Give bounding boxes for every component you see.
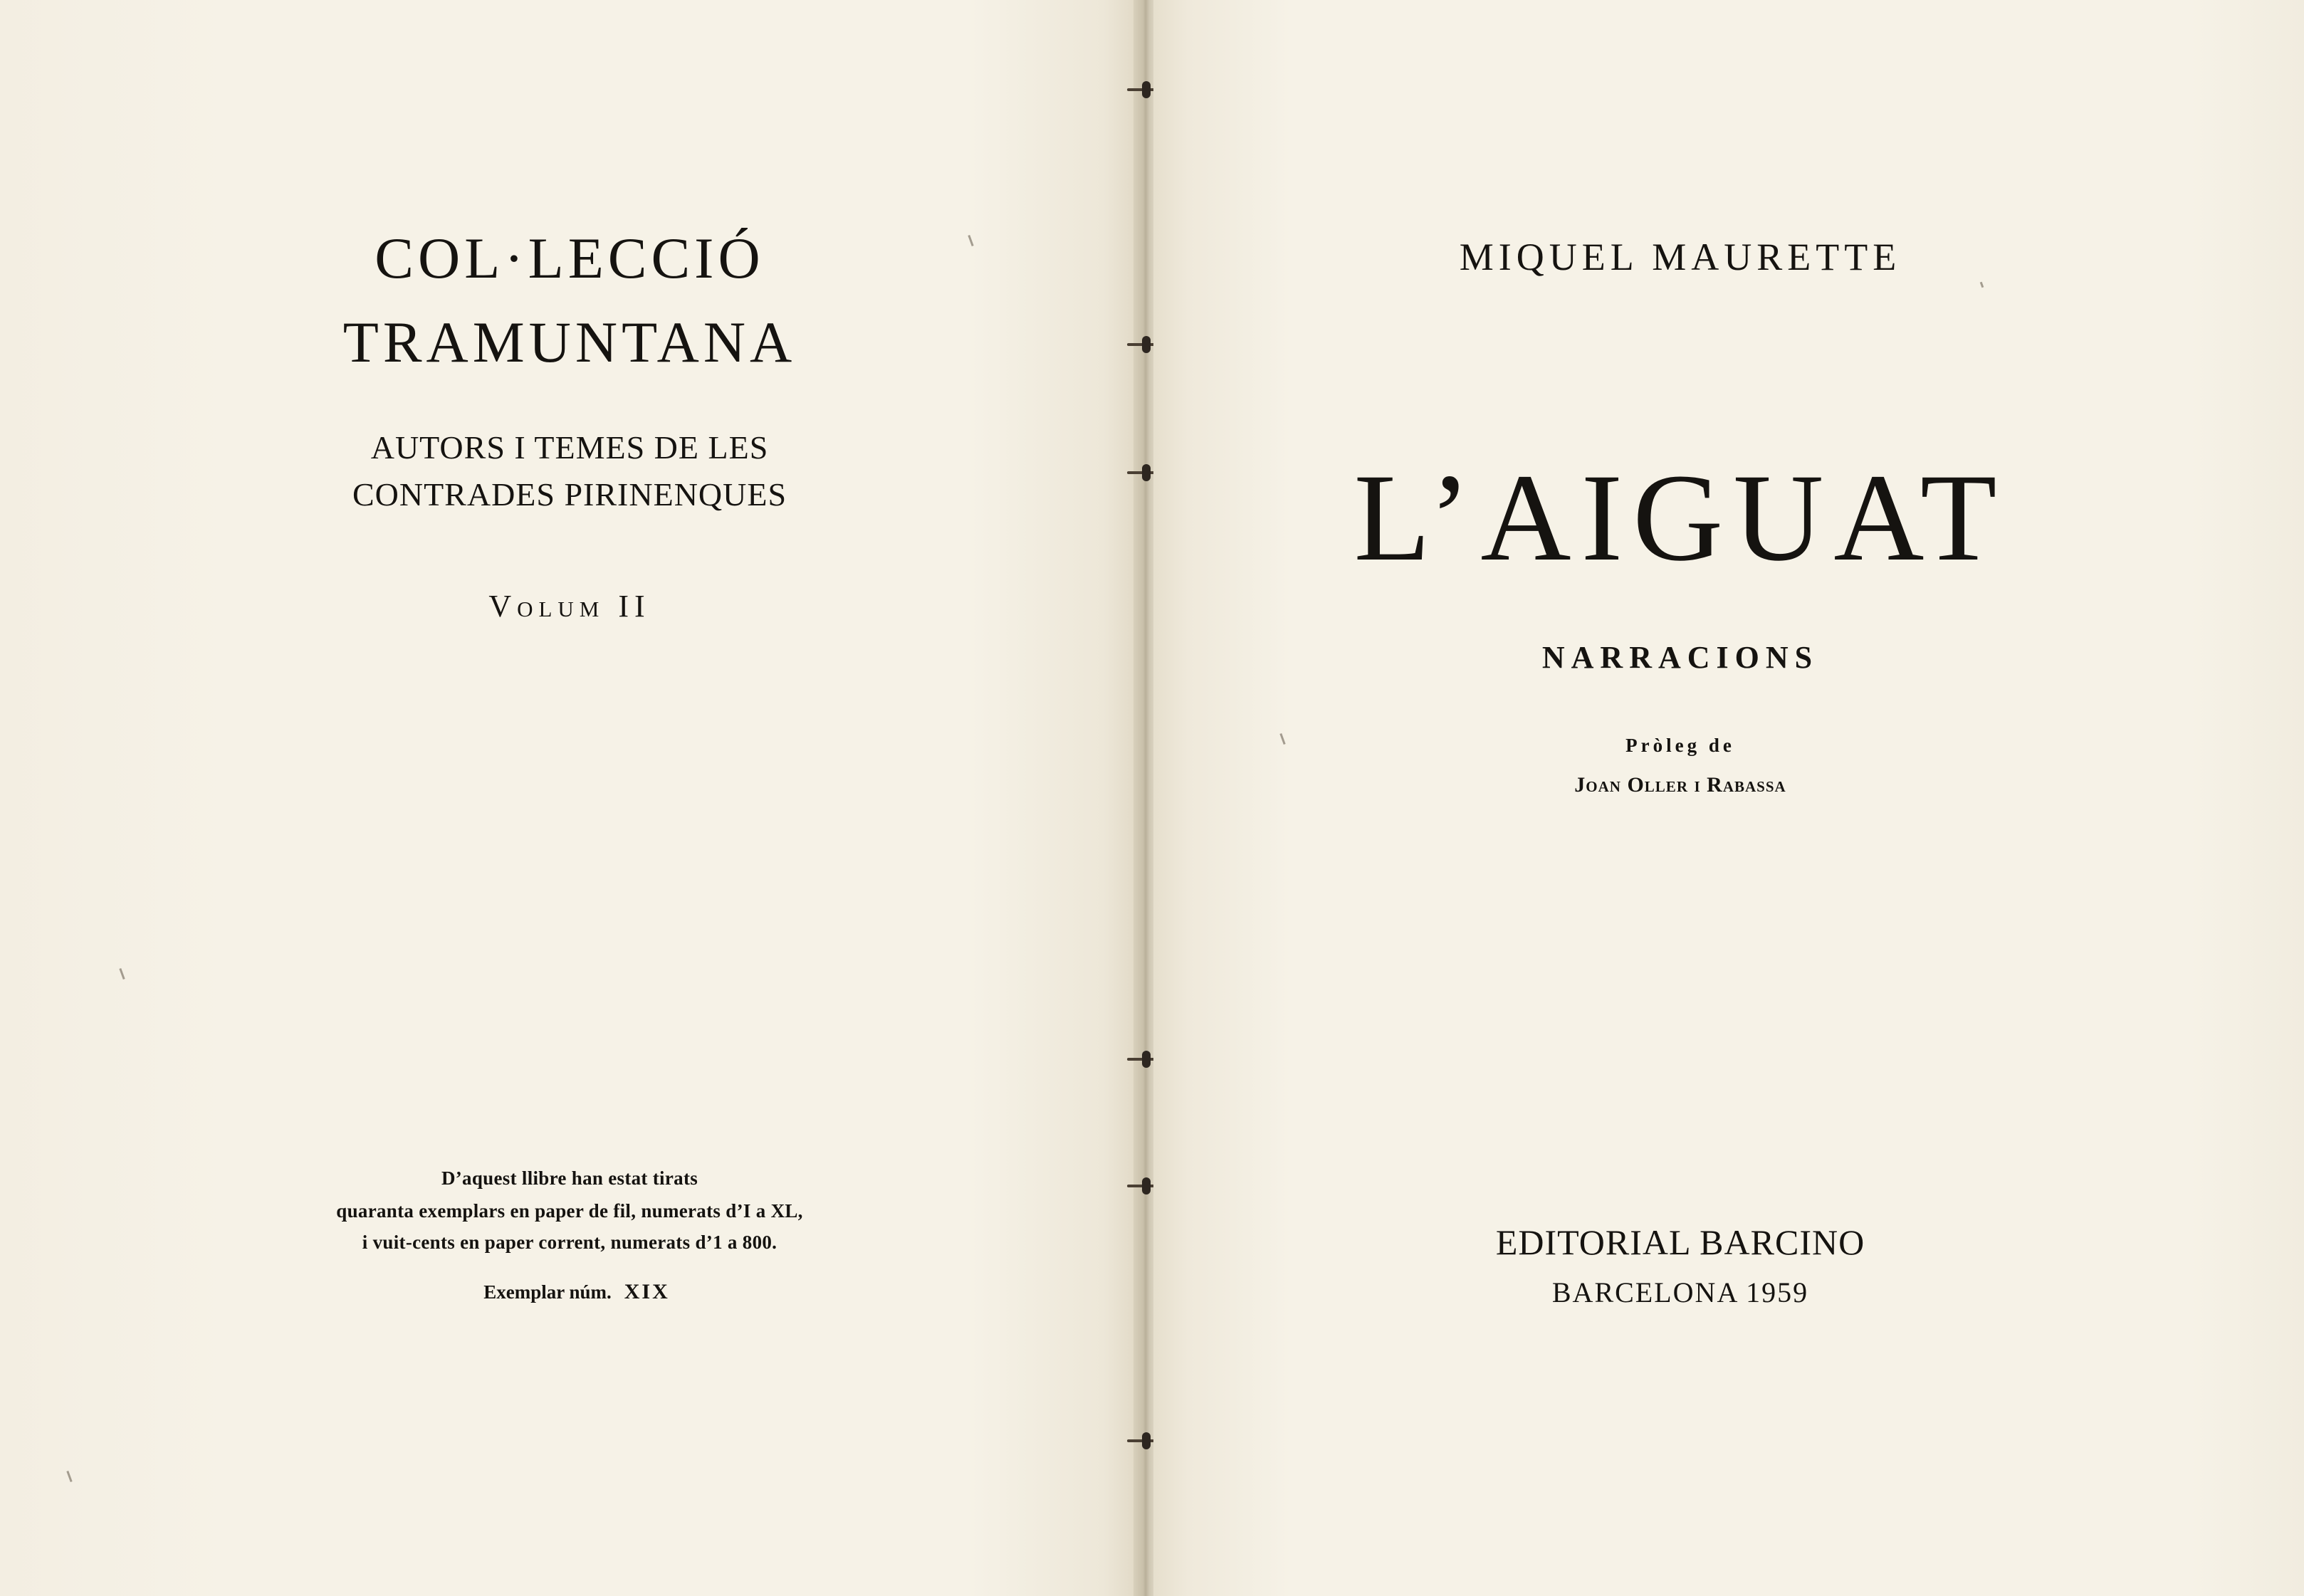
book-author: MIQUEL MAURETTE (1459, 236, 1902, 278)
book-genre: NARRACIONS (1541, 640, 1819, 675)
copy-number: XIX (624, 1280, 670, 1303)
print-run-note-line-2: quaranta exemplars en paper de fil, numerats d’I a XL, (336, 1200, 803, 1222)
paper-speck (968, 235, 973, 246)
paper-speck (119, 968, 125, 980)
collection-subtitle-line-2: CONTRADES PIRINENQUES (352, 476, 787, 513)
paper-speck (66, 1471, 72, 1482)
collection-subtitle-line-1: AUTORS I TEMES DE LES (370, 429, 769, 466)
copy-number-line (427, 1280, 726, 1304)
collection-title-line-2: TRAMUNTANA (342, 310, 797, 374)
book-title: L’AIGUAT (1353, 448, 2007, 587)
print-run-note-line-1: D’aquest llibre han estat tirats (441, 1167, 698, 1189)
volume-label: Volum II (488, 589, 651, 624)
publication-place-year: BARCELONA 1959 (1551, 1276, 1809, 1308)
prologue-label: Pròleg de (1625, 735, 1735, 756)
copy-label: Exemplar núm. (483, 1281, 612, 1303)
prologue-author: Joan Oller i Rabassa (1574, 773, 1786, 797)
left-page (0, 0, 1138, 1596)
collection-title-line-1: COL·LECCIÓ (375, 226, 765, 290)
print-run-note-line-3: i vuit-cents en paper corrent, numerats d’1 a 800. (362, 1232, 777, 1253)
publisher-name: EDITORIAL BARCINO (1495, 1222, 1865, 1262)
